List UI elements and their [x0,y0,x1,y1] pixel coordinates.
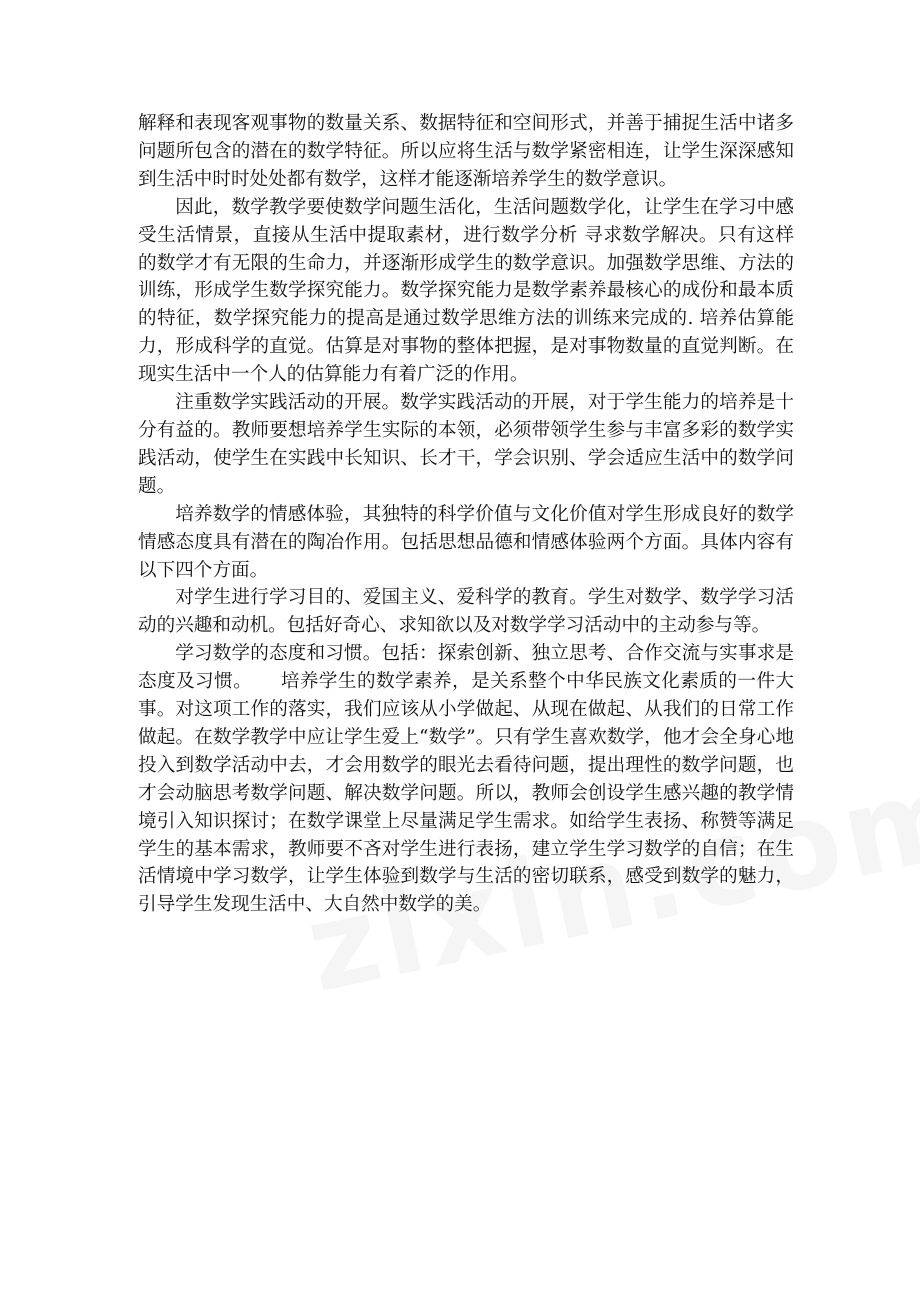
document-body [138,110,794,919]
paragraph-5: 对学生进行学习目的、爱国主义、爱科学的教育。学生对数学、数学学习活动的兴趣和动机。包括好奇心、求知欲以及对数学学习活动中的主动参与等。 [138,587,794,637]
paragraph-4: 培养数学的情感体验，其独特的科学价值与文化价值对学生形成良好的数学情感态度具有潜在的陶冶作用。包括思想品德和情感体验两个方面。具体内容有以下四个方面。 [138,503,794,581]
paragraph-6: 学习数学的态度和习惯。包括：探索创新、独立思考、合作交流与实事求是态度及习惯。 培养学生的数学素养，是关系整个中华民族文化素质的一件大事。对这项工作的落实，我们应该从小学做起、从现在做起、从我们的日常工作做起。在数学教学中应让学生爱上“数学”。只有学生喜欢数学，他才会全身心地投入到数学活动中去，才会用数学的眼光去看待问题，提出理性的数学问题，也才会动脑思考数学问题、解决数学问题。所以，教师会创设学生感兴趣的教学情境引入知识探讨；在数学课堂上尽量满足学生需求。如给学生表扬、称赞等满足学生的基本需求，教师要不吝对学生进行表扬，建立学生学习数学的自信；在生活情境中学习数学，让学生体验到数学与生活的密切联系，感受到数学的魅力，引导学生发现生活中、大自然中数学的美。 [138,643,794,916]
paragraph-1: 解释和表现客观事物的数量关系、数据特征和空间形式，并善于捕捉生活中诸多问题所包含的潜在的数学特征。所以应将生活与数学紧密相连，让学生深深感知到生活中时时处处都有数学，这样才能逐渐培养学生的数学意识。 [138,113,794,190]
paragraph-2: 因此，数学教学要使数学问题生活化，生活问题数学化，让学生在学习中感受生活情景，直接从生活中提取素材，进行数学分析 寻求数学解决。只有这样的数学才有无限的生命力，并逐渐形成学生的数学意识。加强数学思维、方法的训练，形成学生数学探究能力。数学探究能力是数学素养最核心的成份和最本质的特征，数学探究能力的提高是通过数学思维方法的训练来完成的. 培养估算能力，形成科学的直觉。估算是对事物的整体把握，是对事物数量的直觉判断。在现实生活中一个人的估算能力有着广泛的作用。 [138,196,794,386]
paragraph-3: 注重数学实践活动的开展。数学实践活动的开展，对于学生能力的培养是十分有益的。教师要想培养学生实际的本领，必须带领学生参与丰富多彩的数学实践活动，使学生在实践中长知识、长才干，学会识别、学会适应生活中的数学问题。 [138,392,794,497]
